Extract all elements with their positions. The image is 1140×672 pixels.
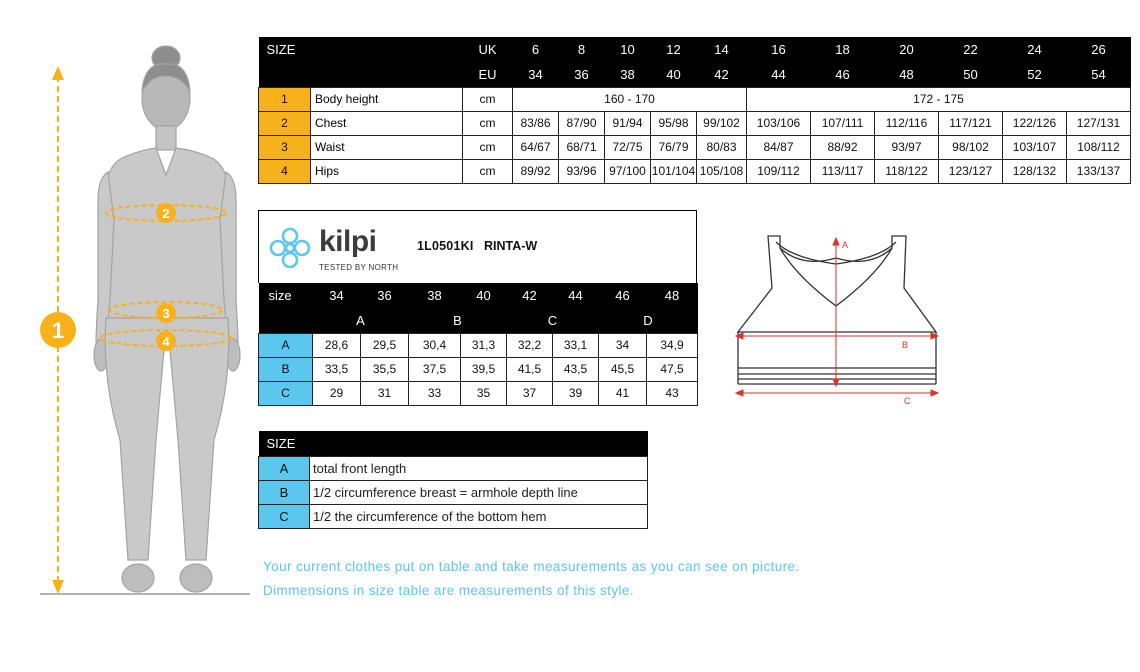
uk-size: 24 <box>1003 37 1067 62</box>
table-cell: 32,2 <box>507 333 553 357</box>
measurement-legend-table <box>258 431 648 529</box>
table-row-waist <box>259 135 1131 159</box>
uk-label: UK <box>463 37 513 62</box>
table-cell: 105/108 <box>697 159 747 183</box>
eu-size: 46 <box>811 62 875 87</box>
table-cell: 29,5 <box>361 333 409 357</box>
legend-key: C <box>259 504 310 528</box>
row-number: 3 <box>259 135 311 159</box>
svg-text:2: 2 <box>162 206 170 221</box>
eu-size: 40 <box>651 62 697 87</box>
table-cell: 35,5 <box>361 357 409 381</box>
table-cell: 95/98 <box>651 111 697 135</box>
size-header: 46 <box>599 283 647 308</box>
table-cell: 76/79 <box>651 135 697 159</box>
table-cell: 39,5 <box>461 357 507 381</box>
row-key: A <box>259 333 313 357</box>
row-key: C <box>259 381 313 405</box>
marker-1 <box>40 312 76 348</box>
size-header: 48 <box>647 283 698 308</box>
legend-row-a <box>259 456 648 480</box>
height-range: 172 - 175 <box>747 87 1131 111</box>
table-cell: 98/102 <box>939 135 1003 159</box>
uk-size: 14 <box>697 37 747 62</box>
legend-title: SIZE <box>259 431 648 456</box>
table-cell: 84/87 <box>747 135 811 159</box>
legend-description: total front length <box>310 456 648 480</box>
size-header: 34 <box>313 283 361 308</box>
uk-size: 20 <box>875 37 939 62</box>
brand-wordmark: kilpi <box>319 225 377 258</box>
garment-label-a: A <box>842 240 849 250</box>
instruction-note-2: Dimmensions in size table are measurements of this style. <box>263 583 634 598</box>
table-row-body-height <box>259 87 1131 111</box>
svg-text:4: 4 <box>162 334 170 349</box>
height-range: 160 - 170 <box>513 87 747 111</box>
table-cell: 28,6 <box>313 333 361 357</box>
measurement-name: Hips <box>311 159 463 183</box>
legend-description: 1/2 circumference breast = armhole depth line <box>310 480 648 504</box>
eu-size: 42 <box>697 62 747 87</box>
group-header: B <box>409 308 507 333</box>
size-header: 44 <box>553 283 599 308</box>
size-label: size <box>259 283 313 308</box>
table-cell: 64/67 <box>513 135 559 159</box>
table-row-chest <box>259 111 1131 135</box>
size-chart-table <box>258 37 1131 184</box>
table-cell: 45,5 <box>599 357 647 381</box>
svg-text:1: 1 <box>51 318 65 343</box>
measurement-name: Chest <box>311 111 463 135</box>
table-cell: 37 <box>507 381 553 405</box>
product-code: 1L0501KI <box>417 239 474 253</box>
table-cell: 107/111 <box>811 111 875 135</box>
group-header: C <box>507 308 599 333</box>
table-cell: 101/104 <box>651 159 697 183</box>
table-cell: 99/102 <box>697 111 747 135</box>
table-cell: 123/127 <box>939 159 1003 183</box>
eu-size: 48 <box>875 62 939 87</box>
row-number: 2 <box>259 111 311 135</box>
table-cell: 118/122 <box>875 159 939 183</box>
table-cell: 33,1 <box>553 333 599 357</box>
eu-size: 50 <box>939 62 1003 87</box>
table-cell: 30,4 <box>409 333 461 357</box>
legend-key: A <box>259 456 310 480</box>
group-header: D <box>599 308 698 333</box>
table-cell: 97/100 <box>605 159 651 183</box>
table-cell: 31,3 <box>461 333 507 357</box>
table-cell: 93/96 <box>559 159 605 183</box>
measurement-name: Body height <box>311 87 463 111</box>
table-row-c <box>259 381 698 405</box>
table-cell: 117/121 <box>939 111 1003 135</box>
eu-size: 34 <box>513 62 559 87</box>
size-header: 40 <box>461 283 507 308</box>
table-cell: 103/106 <box>747 111 811 135</box>
eu-size: 44 <box>747 62 811 87</box>
table-cell: 122/126 <box>1003 111 1067 135</box>
uk-size: 26 <box>1067 37 1131 62</box>
table-cell: 108/112 <box>1067 135 1131 159</box>
table-cell: 39 <box>553 381 599 405</box>
table-row-b <box>259 357 698 381</box>
uk-size: 10 <box>605 37 651 62</box>
uk-size-row <box>259 37 1131 62</box>
table-cell: 68/71 <box>559 135 605 159</box>
row-number: 1 <box>259 87 311 111</box>
product-name: RINTA-W <box>484 239 538 253</box>
legend-key: B <box>259 480 310 504</box>
legend-row-b <box>259 480 648 504</box>
unit-label: cm <box>463 87 513 111</box>
group-header: A <box>313 308 409 333</box>
eu-size: 52 <box>1003 62 1067 87</box>
uk-size: 8 <box>559 37 605 62</box>
eu-size: 54 <box>1067 62 1131 87</box>
table-cell: 109/112 <box>747 159 811 183</box>
row-number: 4 <box>259 159 311 183</box>
marker-4 <box>156 331 176 351</box>
table-cell: 127/131 <box>1067 111 1131 135</box>
table-cell: 72/75 <box>605 135 651 159</box>
row-key: B <box>259 357 313 381</box>
body-figure <box>0 0 250 600</box>
table-cell: 87/90 <box>559 111 605 135</box>
table-cell: 113/117 <box>811 159 875 183</box>
measurement-name: Waist <box>311 135 463 159</box>
garment-label-c: C <box>904 396 911 406</box>
table-cell: 34 <box>599 333 647 357</box>
unit-label: cm <box>463 111 513 135</box>
table-cell: 91/94 <box>605 111 651 135</box>
kilpi-knot-logo-icon <box>267 225 313 271</box>
table-cell: 83/86 <box>513 111 559 135</box>
table-cell: 133/137 <box>1067 159 1131 183</box>
eu-size-row <box>259 62 1131 87</box>
table-cell: 35 <box>461 381 507 405</box>
garment-diagram <box>732 228 942 408</box>
table-cell: 33,5 <box>313 357 361 381</box>
legend-header-row <box>259 431 648 456</box>
table-row-a <box>259 333 698 357</box>
table-cell: 43,5 <box>553 357 599 381</box>
size-header: 42 <box>507 283 553 308</box>
table-cell: 80/83 <box>697 135 747 159</box>
uk-size: 18 <box>811 37 875 62</box>
marker-2 <box>156 203 176 223</box>
table-cell: 47,5 <box>647 357 698 381</box>
svg-text:3: 3 <box>162 306 170 321</box>
table-row-hips <box>259 159 1131 183</box>
uk-size: 16 <box>747 37 811 62</box>
garment-label-b: B <box>902 340 909 350</box>
table-cell: 37,5 <box>409 357 461 381</box>
table-cell: 41,5 <box>507 357 553 381</box>
legend-description: 1/2 the circumference of the bottom hem <box>310 504 648 528</box>
brand-tagline: TESTED BY NORTH <box>319 263 399 272</box>
uk-size: 22 <box>939 37 1003 62</box>
table-cell: 41 <box>599 381 647 405</box>
eu-size: 38 <box>605 62 651 87</box>
table-cell: 33 <box>409 381 461 405</box>
style-measurement-table <box>258 283 698 406</box>
style-size-row <box>259 283 698 308</box>
table-cell: 88/92 <box>811 135 875 159</box>
eu-size: 36 <box>559 62 605 87</box>
size-label: SIZE <box>259 37 463 62</box>
unit-label: cm <box>463 159 513 183</box>
table-cell: 93/97 <box>875 135 939 159</box>
table-cell: 31 <box>361 381 409 405</box>
table-cell: 128/132 <box>1003 159 1067 183</box>
size-header: 38 <box>409 283 461 308</box>
instruction-note-1: Your current clothes put on table and take measurements as you can see on picture. <box>263 559 800 574</box>
eu-label: EU <box>463 62 513 87</box>
unit-label: cm <box>463 135 513 159</box>
table-cell: 29 <box>313 381 361 405</box>
table-cell: 103/107 <box>1003 135 1067 159</box>
table-cell: 112/116 <box>875 111 939 135</box>
legend-row-c <box>259 504 648 528</box>
marker-3 <box>156 303 176 323</box>
brand-header <box>258 210 697 283</box>
size-header: 36 <box>361 283 409 308</box>
uk-size: 12 <box>651 37 697 62</box>
table-cell: 43 <box>647 381 698 405</box>
table-cell: 89/92 <box>513 159 559 183</box>
uk-size: 6 <box>513 37 559 62</box>
table-cell: 34,9 <box>647 333 698 357</box>
style-group-row <box>259 308 698 333</box>
